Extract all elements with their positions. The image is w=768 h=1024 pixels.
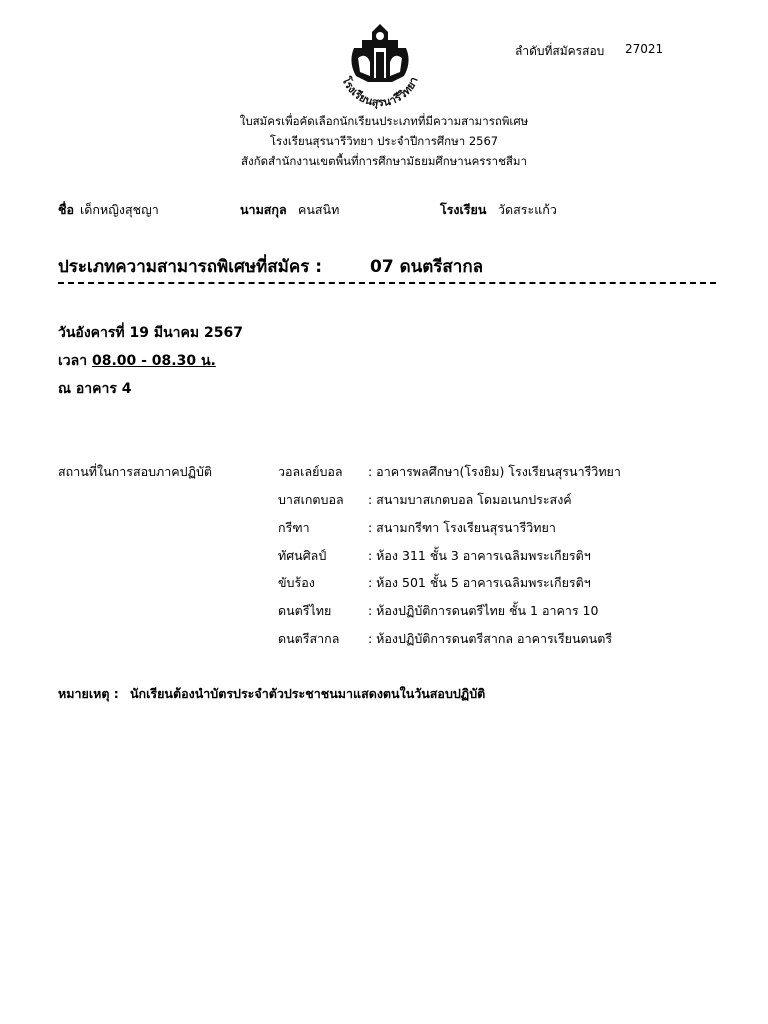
category-value: 07 ดนตรีสากล: [370, 257, 484, 277]
category-label: ประเภทความสามารถพิเศษที่สมัคร :: [58, 257, 323, 277]
venue-activity: ดนตรีไทย: [278, 603, 332, 618]
venue-place: : ห้อง 501 ชั้น 5 อาคารเฉลิมพระเกียรติฯ: [368, 575, 591, 590]
venue-activity: บาสเกตบอล: [278, 492, 344, 507]
venue-section-title: สถานที่ในการสอบภาคปฏิบัติ: [58, 464, 213, 479]
venue-place: : สนามบาสเกตบอล โดมอเนกประสงค์: [368, 492, 572, 507]
surname-label: นามสกุล: [240, 202, 287, 217]
office-line: สังกัดสำนักงานเขตพื้นที่การศึกษามัธยมศึกษานครราชสีมา: [241, 154, 527, 168]
note-text: นักเรียนต้องนำบัตรประจำตัวประชาชนมาแสดงตนในวันสอบปฏิบัติ: [130, 686, 486, 701]
application-number-label: ลำดับที่สมัครสอบ: [515, 44, 605, 58]
exam-time-row: [58, 350, 216, 372]
venue-place: : อาคารพลศึกษา(โรงยิม) โรงเรียนสุรนารีวิทยา: [368, 464, 621, 479]
applicant-school: วัดสระแก้ว: [498, 202, 557, 217]
exam-building: ณ อาคาร 4: [58, 381, 132, 397]
dashed-divider: [58, 282, 716, 284]
application-number: 27021: [625, 42, 664, 56]
exam-date: วันอังคารที่ 19 มีนาคม 2567: [58, 325, 243, 341]
applicant-name: เด็กหญิงสุชญา: [80, 202, 159, 217]
school-year-line: โรงเรียนสุรนารีวิทยา ประจำปีการศึกษา 2567: [269, 134, 499, 148]
exam-time-label: เวลา: [58, 353, 88, 369]
venue-place: : ห้องปฏิบัติการดนตรีไทย ชั้น 1 อาคาร 10: [368, 603, 599, 618]
venue-activity: ดนตรีสากล: [278, 631, 340, 646]
school-logo: [332, 18, 428, 110]
applicant-surname: คนสนิท: [298, 202, 340, 217]
venue-place: : ห้อง 311 ชั้น 3 อาคารเฉลิมพระเกียรติฯ: [368, 548, 591, 563]
venue-activity: ทัศนศิลป์: [278, 548, 327, 563]
venue-activity: กรีฑา: [278, 520, 310, 535]
venue-activity: ขับร้อง: [278, 575, 315, 590]
venue-place: : สนามกรีฑา โรงเรียนสุรนารีวิทยา: [368, 520, 556, 535]
venue-place: : ห้องปฏิบัติการดนตรีสากล อาคารเรียนดนตรี: [368, 631, 613, 646]
name-label: ชื่อ: [58, 202, 74, 217]
venue-activity: วอลเลย์บอล: [278, 464, 343, 479]
form-title: ใบสมัครเพื่อคัดเลือกนักเรียนประเภทที่มีความสามารถพิเศษ: [239, 114, 529, 128]
exam-time: 08.00 - 08.30 น.: [91, 353, 216, 369]
note-label: หมายเหตุ :: [58, 686, 119, 701]
logo-text: โรงเรียนสุรนารีวิทยา: [339, 74, 421, 110]
school-label: โรงเรียน: [440, 202, 487, 217]
